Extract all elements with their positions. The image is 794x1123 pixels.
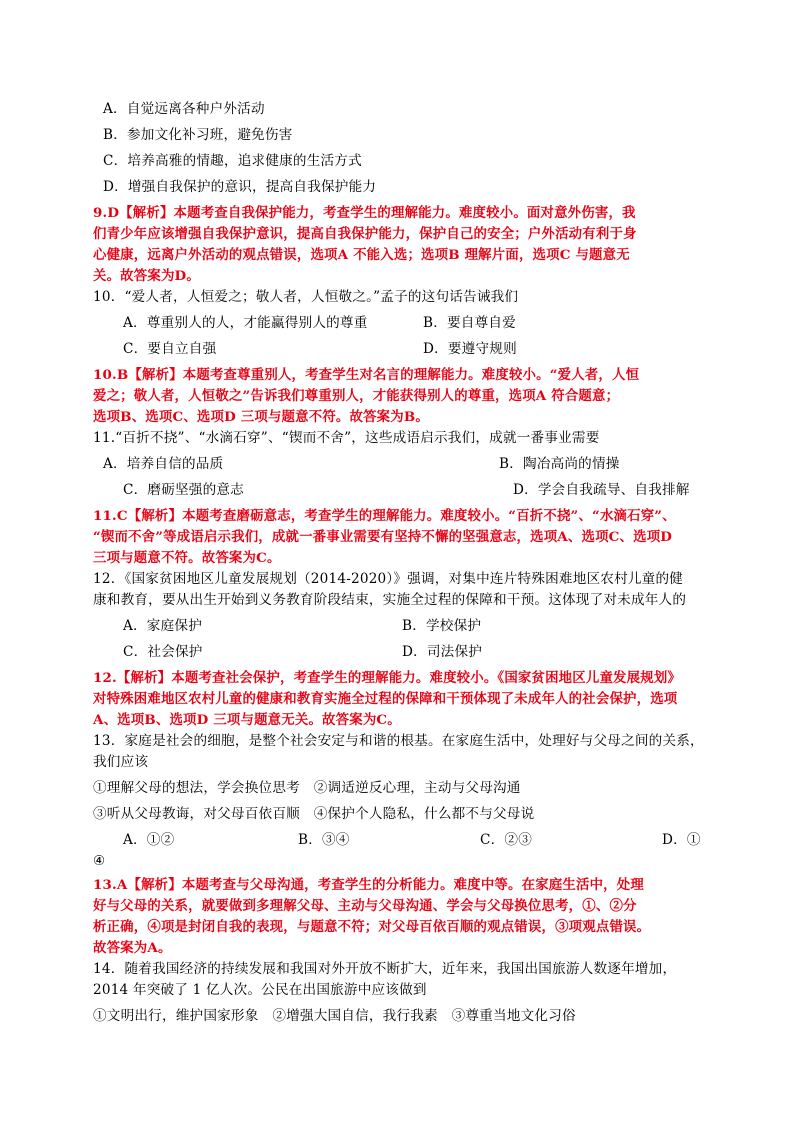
answer-11-line-3: 三项与题意不符。故答案为C。 <box>93 550 281 566</box>
q11-stem: 11.“百折不挠”、“水滴石穿”、“锲而不舍”，这些成语启示我们，成就一番事业需要 <box>93 430 600 446</box>
answer-11-line-1: 11.C【解析】本题考查磨砺意志，考查学生的理解能力。难度较小。“百折不挠”、“水滴石穿”、 <box>93 508 676 524</box>
answer-10-line-2: 爱之；敬人者，人恒敬之”告诉我们尊重别人，才能获得别人的尊重，选项A 符合题意； <box>93 388 620 404</box>
answer-13-line-3: 析正确，④项是封闭自我的表现，与题意不符；对父母百依百顺的观点错误，③项观点错误。 <box>93 919 651 935</box>
answer-9-line-2: 们青少年应该增强自我保护意识，提高自我保护能力，保护自己的安全；户外活动有利于身 <box>93 226 637 242</box>
answer-9-line-1: 9.D【解析】本题考查自我保护能力，考查学生的理解能力。难度较小。面对意外伤害，我 <box>93 205 636 221</box>
q8-option-a: A．自觉远离各种户外活动 <box>103 101 265 117</box>
q10-option-b: B．要自尊自爱 <box>423 315 516 331</box>
answer-10-line-3: 选项B、选项C、选项D 三项与题意不符。故答案为B。 <box>93 409 429 425</box>
q10-option-c: C．要自立自强 <box>123 341 217 357</box>
q11-option-d: D．学会自我疏导、自我排解 <box>513 482 690 498</box>
q13-statements-1-2: ①理解父母的想法，学会换位思考 ②调适逆反心理，主动与父母沟通 <box>93 780 521 796</box>
q14-statements: ①文明出行，维护国家形象 ②增强大国自信，我行我素 ③尊重当地文化习俗 <box>93 1008 576 1024</box>
q11-option-a: A．培养自信的品质 <box>103 456 224 472</box>
q14-stem-line-1: 14．随着我国经济的持续发展和我国对外开放不断扩大，近年来，我国出国旅游人数逐年增加， <box>93 961 677 977</box>
q13-option-d: D．① <box>662 832 701 848</box>
q13-stem-line-1: 13．家庭是社会的细胞，是整个社会安定与和谐的根基。在家庭生活中，处理好与父母之间的关系， <box>93 733 704 749</box>
q14-stem-line-2: 2014 年突破了 1 亿人次。公民在出国旅游中应该做到 <box>93 982 427 998</box>
answer-11-line-2: “锲而不舍”等成语启示我们，成就一番事业需要有坚持不懈的坚强意志，选项A、选项C、选项D <box>93 529 673 545</box>
q12-option-d: D．司法保护 <box>402 644 483 660</box>
q13-statements-3-4: ③听从父母教诲，对父母百依百顺 ④保护个人隐私，什么都不与父母说 <box>93 806 535 822</box>
answer-13-line-2: 好与父母的关系，就要做到多理解父母、主动与父母沟通、学会与父母换位思考，①、②分 <box>93 898 637 914</box>
q13-option-b: B．③④ <box>298 832 350 848</box>
q13-option-c: C．②③ <box>480 832 532 848</box>
answer-12-line-1: 12.【解析】本题考查社会保护，考查学生的理解能力。难度较小。《国家贫困地区儿童发展规划》 <box>93 670 681 686</box>
answer-12-line-2: 对特殊困难地区农村儿童的健康和教育实施全过程的保障和干预体现了未成年人的社会保护，选项 <box>93 691 678 707</box>
q13-option-d-continued: ④ <box>93 853 106 869</box>
q8-option-c: C．培养高雅的情趣，追求健康的生活方式 <box>103 153 362 169</box>
answer-9-line-4: 关。故答案为D。 <box>93 268 200 284</box>
answer-9-line-3: 心健康，远离户外活动的观点错误，选项A 不能入选；选项B 理解片面，选项C 与题意无 <box>93 247 630 263</box>
q13-stem-line-2: 我们应该 <box>93 754 149 770</box>
q12-stem-line-2: 康和教育，要从出生开始到义务教育阶段结束，实施全过程的保障和干预。这体现了对未成年人的 <box>93 592 687 608</box>
q12-option-c: C．社会保护 <box>123 644 203 660</box>
q12-option-b: B．学校保护 <box>402 618 482 634</box>
q13-option-a: A．①② <box>123 832 175 848</box>
q8-option-d: D．增强自我保护的意识，提高自我保护能力 <box>103 179 377 195</box>
q10-stem: 10．“爱人者，人恒爱之；敬人者，人恒敬之。”孟子的这句话告诫我们 <box>93 289 519 305</box>
q12-stem-line-1: 12．《国家贫困地区儿童发展规划（2014-2020）》强调，对集中连片特殊困难地区农村儿童的健 <box>93 571 684 587</box>
q12-option-a: A．家庭保护 <box>123 618 202 634</box>
q11-option-b: B．陶冶高尚的情操 <box>499 456 620 472</box>
q11-option-c: C．磨砺坚强的意志 <box>123 482 244 498</box>
q8-option-b: B．参加文化补习班，避免伤害 <box>103 127 293 143</box>
q10-option-a: A．尊重别人的人，才能赢得别人的尊重 <box>123 315 368 331</box>
answer-10-line-1: 10.B【解析】本题考查尊重别人，考查学生对名言的理解能力。难度较小。“爱人者，人恒 <box>93 367 640 383</box>
answer-13-line-1: 13.A【解析】本题考查与父母沟通，考查学生的分析能力。难度中等。在家庭生活中，处理 <box>93 877 644 893</box>
answer-12-line-3: A、选项B、选项D 三项与题意无关。故答案为C。 <box>93 712 401 728</box>
answer-13-line-4: 故答案为A。 <box>93 940 172 956</box>
q10-option-d: D．要遵守规则 <box>423 341 517 357</box>
